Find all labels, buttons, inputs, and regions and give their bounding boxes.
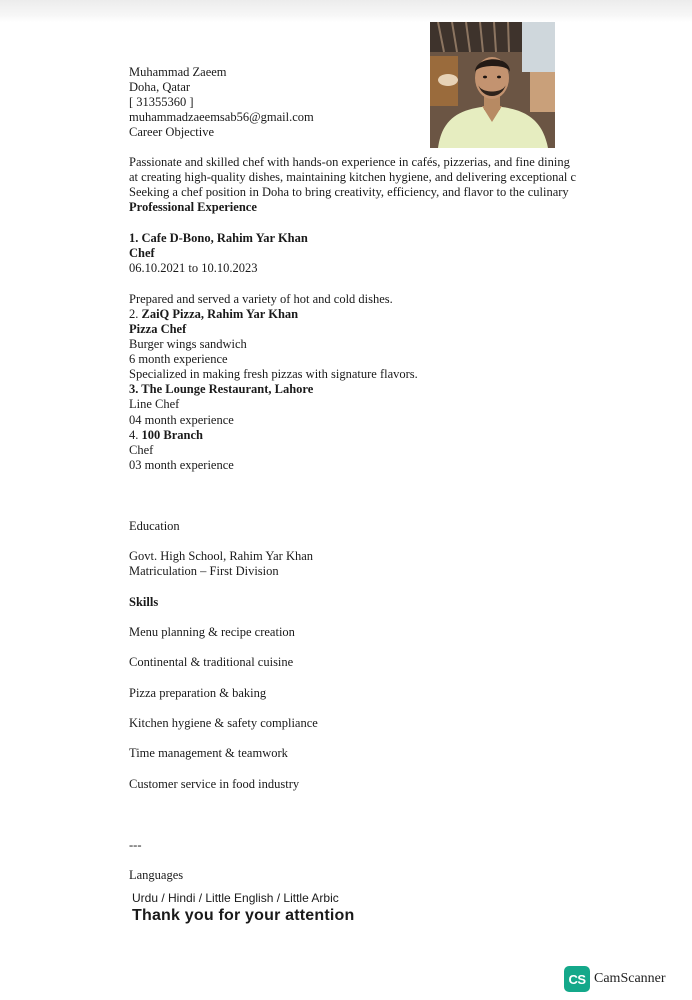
- skill-item: Time management & teamwork: [129, 746, 288, 760]
- closing-message: Thank you for your attention: [132, 907, 355, 924]
- job-1-detail-1: Prepared and served a variety of hot and cold dishes.: [129, 292, 393, 306]
- education-line-2: Matriculation – First Division: [129, 564, 279, 578]
- skill-item: Menu planning & recipe creation: [129, 625, 295, 639]
- skill-item: Continental & traditional cuisine: [129, 655, 294, 669]
- skill-item: Customer service in food industry: [129, 777, 300, 791]
- job-2-employer: [129, 307, 298, 322]
- job-2-employer-name: ZaiQ Pizza, Rahim Yar Khan: [141, 307, 299, 321]
- skill-item: Pizza preparation & baking: [129, 686, 267, 700]
- objective-line-1: Passionate and skilled chef with hands-on experience in cafés, pizzerias, and fine dining: [129, 155, 570, 169]
- job-4-role: Chef: [129, 443, 154, 457]
- camscanner-watermark: [564, 965, 666, 993]
- job-4-detail-1: 03 month experience: [129, 458, 234, 472]
- job-2-role: Pizza Chef: [129, 322, 187, 336]
- candidate-email: muhammadzaeemsab56@gmail.com: [129, 110, 314, 124]
- candidate-phone: [ 31355360 ]: [129, 95, 194, 109]
- education-line-1: Govt. High School, Rahim Yar Khan: [129, 549, 314, 563]
- profile-photo: [430, 22, 555, 148]
- languages-value: Urdu / Hindi / Little English / Little Arbic: [132, 891, 339, 905]
- skills-heading: Skills: [129, 595, 159, 609]
- objective-line-2: at creating high-quality dishes, maintaining kitchen hygiene, and delivering exceptional c: [129, 170, 577, 184]
- job-3-employer: 3. The Lounge Restaurant, Lahore: [129, 382, 314, 396]
- skill-item: Kitchen hygiene & safety compliance: [129, 716, 318, 730]
- objective-line-3: Seeking a chef position in Doha to bring creativity, efficiency, and flavor to the culinary: [129, 185, 569, 199]
- job-4-employer: [129, 428, 203, 443]
- job-3-role: Line Chef: [129, 397, 180, 411]
- job-2-detail-1: Burger wings sandwich: [129, 337, 247, 351]
- job-2-detail-2: 6 month experience: [129, 352, 228, 366]
- candidate-name: Muhammad Zaeem: [129, 65, 227, 79]
- experience-heading: Professional Experience: [129, 200, 257, 214]
- languages-heading: Languages: [129, 868, 184, 882]
- job-4-number: 4.: [129, 428, 139, 442]
- education-heading: Education: [129, 519, 180, 533]
- job-4-employer-name: 100 Branch: [141, 428, 203, 442]
- job-2-detail-3: Specialized in making fresh pizzas with signature flavors.: [129, 367, 418, 381]
- section-separator: ---: [129, 838, 142, 852]
- job-1-role: Chef: [129, 246, 155, 260]
- camscanner-label: CamScanner: [594, 971, 666, 986]
- candidate-location: Doha, Qatar: [129, 80, 191, 94]
- job-3-detail-1: 04 month experience: [129, 413, 234, 427]
- job-1-dates: 06.10.2021 to 10.10.2023: [129, 261, 258, 275]
- scan-top-band: [0, 0, 692, 22]
- camscanner-logo-icon: CS: [564, 966, 590, 992]
- job-2-number: 2.: [129, 307, 139, 321]
- objective-heading: Career Objective: [129, 125, 215, 139]
- job-1-employer: 1. Cafe D-Bono, Rahim Yar Khan: [129, 231, 308, 245]
